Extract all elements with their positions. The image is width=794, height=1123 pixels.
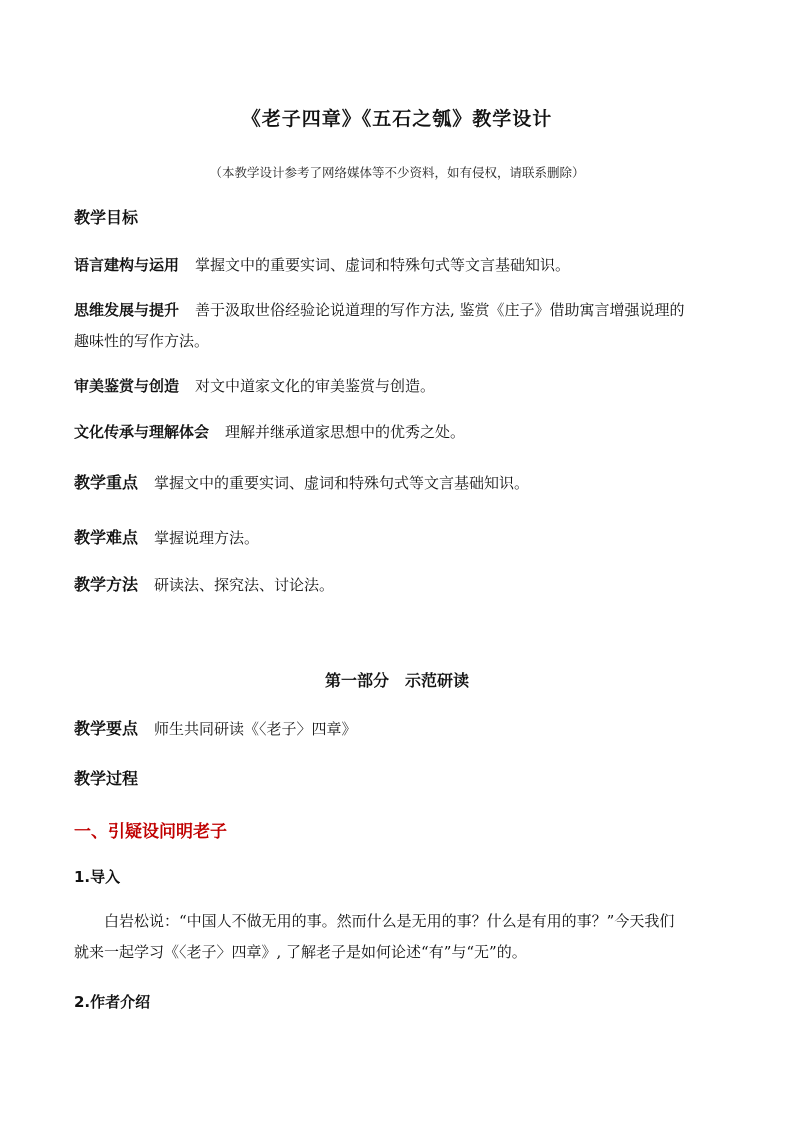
difficulty-row <box>74 528 259 548</box>
key-point-label: 教学重点 <box>74 473 139 492</box>
copyright-note: （本教学设计参考了网络媒体等不少资料，如有侵权，请联系删除） <box>209 165 585 180</box>
goal-label: 文化传承与理解体会 <box>74 423 210 441</box>
subheading-intro: 1.导入 <box>74 868 121 886</box>
part1-title: 第一部分 示范研读 <box>324 671 469 690</box>
goal-text-continued: 趣味性的写作方法。 <box>74 332 210 350</box>
intro-paragraph-line1: 白岩松说：“中国人不做无用的事。然而什么是无用的事？什么是有用的事？”今天我们 <box>104 912 675 930</box>
section1-heading: 一、引疑设问明老子 <box>74 822 227 842</box>
document-title: 《老子四章》《五石之瓠》教学设计 <box>241 108 553 130</box>
goal-text: 掌握文中的重要实词、虚词和特殊句式等文言基础知识。 <box>195 256 571 274</box>
method-label: 教学方法 <box>74 575 139 594</box>
key-point-text: 掌握文中的重要实词、虚词和特殊句式等文言基础知识。 <box>154 474 530 492</box>
difficulty-text: 掌握说理方法。 <box>154 529 260 547</box>
subheading-author: 2.作者介绍 <box>74 993 151 1011</box>
goal-item <box>74 255 570 275</box>
goal-item <box>74 300 685 320</box>
process-heading: 教学过程 <box>74 769 139 788</box>
difficulty-label: 教学难点 <box>74 528 139 547</box>
goal-label: 审美鉴赏与创造 <box>74 377 180 395</box>
goal-label: 思维发展与提升 <box>74 301 180 319</box>
part1-key-text: 师生共同研读《〈老子〉四章》 <box>154 720 357 738</box>
part1-key-label: 教学要点 <box>74 719 139 738</box>
goal-text: 对文中道家文化的审美鉴赏与创造。 <box>195 377 436 395</box>
goal-item <box>74 376 435 396</box>
goal-text: 善于汲取世俗经验论说道理的写作方法, 鉴赏《庄子》借助寓言增强说理的 <box>195 301 685 319</box>
key-point-row <box>74 473 529 493</box>
method-text: 研读法、探究法、讨论法。 <box>154 576 335 594</box>
part1-key-row <box>74 719 357 739</box>
method-row <box>74 575 334 595</box>
goal-item <box>74 422 465 442</box>
goal-text: 理解并继承道家思想中的优秀之处。 <box>225 423 466 441</box>
goal-label: 语言建构与运用 <box>74 256 180 274</box>
intro-paragraph-line2: 就来一起学习《〈老子〉四章》, 了解老子是如何论述“有”与“无”的。 <box>74 943 527 961</box>
goals-heading: 教学目标 <box>74 208 139 227</box>
